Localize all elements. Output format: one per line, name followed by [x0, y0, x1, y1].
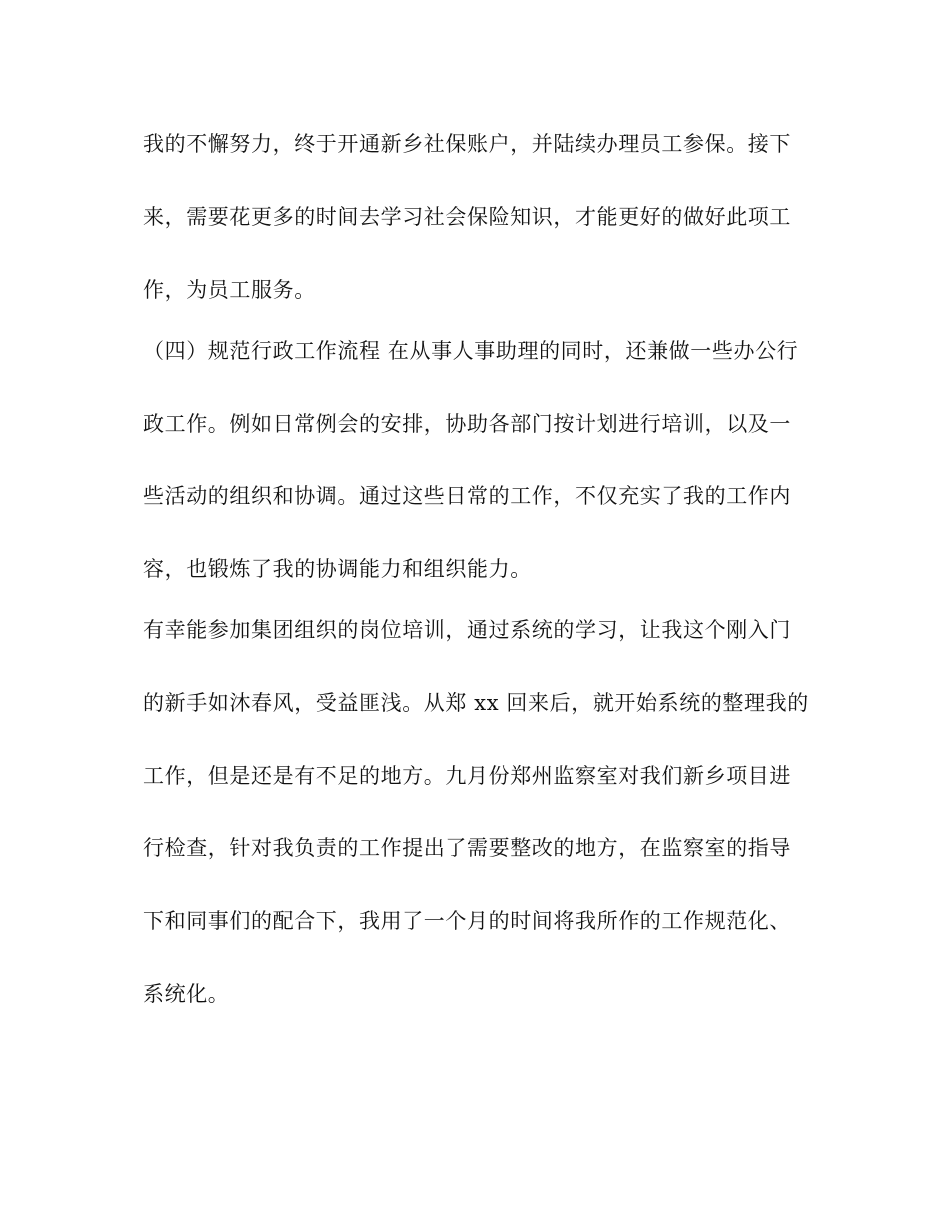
- text-line: 政工作。例如日常例会的安排，协助各部门按计划进行培训，以及一: [143, 412, 791, 436]
- section-heading-line: （四）规范行政工作流程 在从事人事助理的同时，还兼做一些办公行: [143, 339, 799, 363]
- text-line: 下和同事们的配合下，我用了一个月的时间将我所作的工作规范化、: [143, 909, 791, 933]
- text-line: 我的不懈努力，终于开通新乡社保账户，并陆续办理员工参保。接下: [143, 132, 791, 156]
- text-line: 些活动的组织和协调。通过这些日常的工作，不仅充实了我的工作内: [143, 484, 791, 508]
- text-line: 行检查，针对我负责的工作提出了需要整改的地方，在监察室的指导: [143, 836, 791, 860]
- text-line: 的新手如沐春风，受益匪浅。从郑 xx 回来后，就开始系统的整理我的: [143, 691, 809, 715]
- text-line: 容，也锻炼了我的协调能力和组织能力。: [143, 557, 532, 581]
- text-line: 有幸能参加集团组织的岗位培训，通过系统的学习，让我这个刚入门: [143, 618, 791, 642]
- text-line: 作，为员工服务。: [143, 278, 316, 302]
- text-line: 工作，但是还是有不足的地方。九月份郑州监察室对我们新乡项目进: [143, 764, 791, 788]
- text-line: 来，需要花更多的时间去学习社会保险知识，才能更好的做好此项工: [143, 205, 791, 229]
- text-line: 系统化。: [143, 982, 230, 1006]
